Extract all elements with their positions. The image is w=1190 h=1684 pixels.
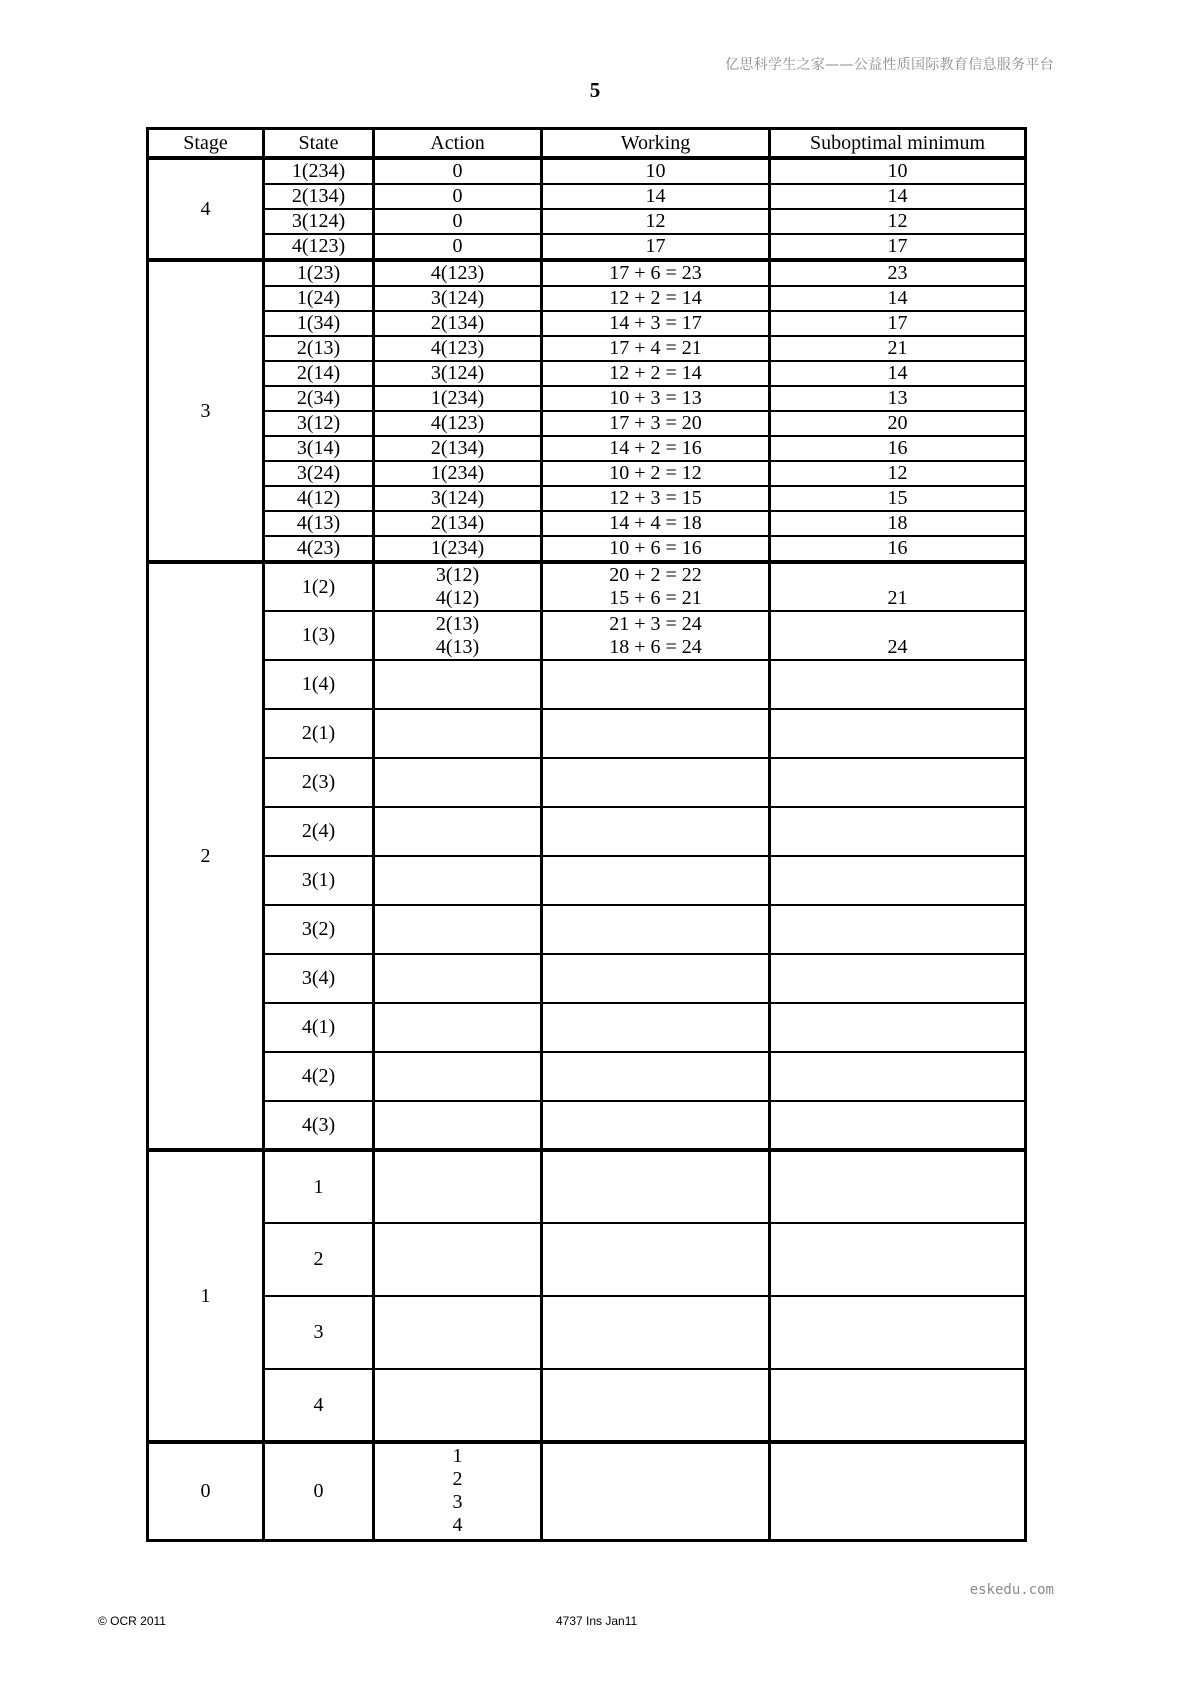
- action-cell: [374, 1442, 542, 1540]
- header-working: Working: [542, 129, 770, 159]
- stage-label: 3: [148, 260, 264, 562]
- working-cell: 12 + 2 = 14: [542, 361, 770, 386]
- minimum-cell: 17: [770, 234, 1026, 260]
- action-cell: 2(134): [374, 511, 542, 536]
- action-cell: 3(124): [374, 486, 542, 511]
- state-cell: 4(3): [264, 1101, 374, 1150]
- working-cell: 10 + 6 = 16: [542, 536, 770, 562]
- table-row: [148, 1101, 1026, 1150]
- minimum-cell[interactable]: [770, 1150, 1026, 1223]
- state-cell: 1(2): [264, 562, 374, 611]
- working-cell: 14 + 4 = 18: [542, 511, 770, 536]
- minimum-cell[interactable]: [770, 1101, 1026, 1150]
- table-row: [148, 807, 1026, 856]
- table-row: [148, 562, 1026, 611]
- action-cell: 2(134): [374, 436, 542, 461]
- stage-label: 2: [148, 562, 264, 1150]
- state-cell: 1(23): [264, 260, 374, 286]
- working-cell[interactable]: [542, 660, 770, 709]
- working-cell: 10 + 3 = 13: [542, 386, 770, 411]
- working-cell[interactable]: [542, 709, 770, 758]
- action-cell[interactable]: [374, 1369, 542, 1442]
- state-cell: 3(4): [264, 954, 374, 1003]
- working-cell[interactable]: [542, 1101, 770, 1150]
- action-line: 4(12): [435, 587, 480, 609]
- table-row: [148, 856, 1026, 905]
- minimum-cell[interactable]: [770, 807, 1026, 856]
- table-row: [148, 611, 1026, 660]
- table-row: [148, 260, 1026, 286]
- action-cell: [374, 562, 542, 611]
- action-cell: [374, 611, 542, 660]
- table-row: [148, 336, 1026, 361]
- action-cell: 0: [374, 184, 542, 209]
- stage-label: 0: [148, 1442, 264, 1540]
- table-row: [148, 660, 1026, 709]
- action-cell: 3(124): [374, 361, 542, 386]
- stage-label: 1: [148, 1150, 264, 1442]
- action-cell: 4(123): [374, 336, 542, 361]
- state-cell: 4(2): [264, 1052, 374, 1101]
- table-row: [148, 709, 1026, 758]
- action-cell[interactable]: [374, 1296, 542, 1369]
- minimum-cell[interactable]: [770, 954, 1026, 1003]
- action-cell: 0: [374, 158, 542, 184]
- footer-site: eskedu.com: [969, 1582, 1054, 1598]
- action-cell[interactable]: [374, 1052, 542, 1101]
- minimum-cell: 12: [770, 461, 1026, 486]
- minimum-cell: [770, 611, 1026, 660]
- footer-copyright: © OCR 2011: [98, 1614, 166, 1628]
- working-cell[interactable]: [542, 1296, 770, 1369]
- minimum-cell: 21: [770, 336, 1026, 361]
- action-cell[interactable]: [374, 709, 542, 758]
- working-cell[interactable]: [542, 1150, 770, 1223]
- header-state: State: [264, 129, 374, 159]
- table-row: [148, 1052, 1026, 1101]
- action-cell[interactable]: [374, 856, 542, 905]
- action-cell: 4(123): [374, 411, 542, 436]
- state-cell: 0: [264, 1442, 374, 1540]
- working-cell: 17 + 6 = 23: [542, 260, 770, 286]
- minimum-cell[interactable]: [770, 905, 1026, 954]
- table-row: [148, 461, 1026, 486]
- table-row: [148, 1150, 1026, 1223]
- minimum-cell[interactable]: [770, 856, 1026, 905]
- table-row: [148, 411, 1026, 436]
- working-cell: 12: [542, 209, 770, 234]
- minimum-cell: 23: [770, 260, 1026, 286]
- minimum-value: 21: [887, 587, 908, 609]
- working-cell[interactable]: [542, 856, 770, 905]
- state-cell: 3: [264, 1296, 374, 1369]
- minimum-cell: 16: [770, 536, 1026, 562]
- action-line: 4(13): [435, 635, 480, 658]
- table-row: [148, 209, 1026, 234]
- state-cell: 1: [264, 1150, 374, 1223]
- action-cell: 2(134): [374, 311, 542, 336]
- state-cell: 4(1): [264, 1003, 374, 1052]
- minimum-cell: 18: [770, 511, 1026, 536]
- table-row: [148, 386, 1026, 411]
- working-cell: 14 + 2 = 16: [542, 436, 770, 461]
- working-cell: 17: [542, 234, 770, 260]
- action-cell[interactable]: [374, 660, 542, 709]
- table-row: [148, 905, 1026, 954]
- state-cell: 3(1): [264, 856, 374, 905]
- state-cell: 2(1): [264, 709, 374, 758]
- minimum-cell[interactable]: [770, 660, 1026, 709]
- table-row: [148, 1296, 1026, 1369]
- state-cell: 2(13): [264, 336, 374, 361]
- state-cell: 1(3): [264, 611, 374, 660]
- state-cell: 4(12): [264, 486, 374, 511]
- table-header-row: [148, 129, 1026, 159]
- state-cell: 1(234): [264, 158, 374, 184]
- action-line: 4: [452, 1514, 463, 1537]
- action-cell[interactable]: [374, 1003, 542, 1052]
- minimum-cell[interactable]: [770, 1442, 1026, 1540]
- minimum-cell: 20: [770, 411, 1026, 436]
- minimum-cell: 14: [770, 361, 1026, 386]
- action-cell[interactable]: [374, 1101, 542, 1150]
- working-cell: 10 + 2 = 12: [542, 461, 770, 486]
- working-cell: 17 + 3 = 20: [542, 411, 770, 436]
- working-cell: 14 + 3 = 17: [542, 311, 770, 336]
- table-row: [148, 234, 1026, 260]
- table-row: [148, 758, 1026, 807]
- minimum-cell[interactable]: [770, 1369, 1026, 1442]
- header-suboptimal-minimum: Suboptimal minimum: [770, 129, 1026, 159]
- table-row: [148, 536, 1026, 562]
- working-cell: 12 + 2 = 14: [542, 286, 770, 311]
- state-cell: 4(23): [264, 536, 374, 562]
- table-row: [148, 1442, 1026, 1540]
- footer-paper-code: 4737 Ins Jan11: [556, 1614, 638, 1628]
- header-stage: Stage: [148, 129, 264, 159]
- working-cell[interactable]: [542, 1369, 770, 1442]
- table-row: [148, 954, 1026, 1003]
- working-cell[interactable]: [542, 1223, 770, 1296]
- dynamic-programming-table: [146, 127, 1027, 1542]
- state-cell: 2: [264, 1223, 374, 1296]
- state-cell: 1(34): [264, 311, 374, 336]
- action-cell[interactable]: [374, 758, 542, 807]
- working-cell[interactable]: [542, 1442, 770, 1540]
- minimum-cell: 17: [770, 311, 1026, 336]
- state-cell: 2(134): [264, 184, 374, 209]
- working-cell: [542, 562, 770, 611]
- minimum-cell: 14: [770, 184, 1026, 209]
- state-cell: 1(24): [264, 286, 374, 311]
- action-cell: 4(123): [374, 260, 542, 286]
- state-cell: 3(12): [264, 411, 374, 436]
- action-cell: 1(234): [374, 536, 542, 562]
- minimum-cell: 14: [770, 286, 1026, 311]
- table-row: [148, 184, 1026, 209]
- state-cell: 3(2): [264, 905, 374, 954]
- working-cell: 10: [542, 158, 770, 184]
- action-cell[interactable]: [374, 905, 542, 954]
- minimum-cell[interactable]: [770, 1296, 1026, 1369]
- action-line: 2(13): [435, 612, 480, 635]
- action-cell: 0: [374, 234, 542, 260]
- minimum-cell: 15: [770, 486, 1026, 511]
- table-row: [148, 486, 1026, 511]
- minimum-cell[interactable]: [770, 709, 1026, 758]
- working-line: 15 + 6 = 21: [609, 587, 702, 609]
- table-row: [148, 1369, 1026, 1442]
- minimum-cell: [770, 562, 1026, 611]
- working-cell: [542, 611, 770, 660]
- state-cell: 3(124): [264, 209, 374, 234]
- table-row: [148, 158, 1026, 184]
- action-line: 2: [452, 1468, 463, 1491]
- minimum-cell[interactable]: [770, 1003, 1026, 1052]
- action-line: 3: [452, 1491, 463, 1514]
- working-cell[interactable]: [542, 954, 770, 1003]
- table-row: [148, 286, 1026, 311]
- action-cell[interactable]: [374, 807, 542, 856]
- minimum-cell[interactable]: [770, 1223, 1026, 1296]
- state-cell: 4(123): [264, 234, 374, 260]
- state-cell: 3(14): [264, 436, 374, 461]
- working-cell[interactable]: [542, 905, 770, 954]
- action-cell: 3(124): [374, 286, 542, 311]
- state-cell: 2(3): [264, 758, 374, 807]
- action-cell: 1(234): [374, 461, 542, 486]
- minimum-cell: 12: [770, 209, 1026, 234]
- state-cell: 4: [264, 1369, 374, 1442]
- state-cell: 2(34): [264, 386, 374, 411]
- state-cell: 4(13): [264, 511, 374, 536]
- action-line: 1: [452, 1445, 463, 1468]
- table-row: [148, 361, 1026, 386]
- action-cell[interactable]: [374, 1223, 542, 1296]
- working-cell: 12 + 3 = 15: [542, 486, 770, 511]
- minimum-cell: 13: [770, 386, 1026, 411]
- minimum-cell: 16: [770, 436, 1026, 461]
- minimum-cell[interactable]: [770, 1052, 1026, 1101]
- working-cell[interactable]: [542, 1003, 770, 1052]
- working-cell: 14: [542, 184, 770, 209]
- action-line: 3(12): [435, 564, 480, 586]
- stage-label: 4: [148, 158, 264, 260]
- state-cell: 1(4): [264, 660, 374, 709]
- action-cell[interactable]: [374, 1150, 542, 1223]
- state-cell: 3(24): [264, 461, 374, 486]
- action-cell: 1(234): [374, 386, 542, 411]
- minimum-cell: 10: [770, 158, 1026, 184]
- state-cell: 2(14): [264, 361, 374, 386]
- header-action: Action: [374, 129, 542, 159]
- action-cell: 0: [374, 209, 542, 234]
- working-cell[interactable]: [542, 807, 770, 856]
- table-row: [148, 1223, 1026, 1296]
- working-cell[interactable]: [542, 758, 770, 807]
- working-cell[interactable]: [542, 1052, 770, 1101]
- state-cell: 2(4): [264, 807, 374, 856]
- minimum-cell[interactable]: [770, 758, 1026, 807]
- watermark-text: 亿思科学生之家——公益性质国际教育信息服务平台: [725, 57, 1054, 73]
- page-number: 5: [589, 78, 601, 102]
- action-cell[interactable]: [374, 954, 542, 1003]
- working-line: 18 + 6 = 24: [609, 635, 702, 658]
- working-cell: 17 + 4 = 21: [542, 336, 770, 361]
- table-row: [148, 511, 1026, 536]
- table-row: [148, 1003, 1026, 1052]
- table-row: [148, 436, 1026, 461]
- minimum-value: 24: [887, 636, 908, 658]
- working-line: 20 + 2 = 22: [609, 564, 702, 586]
- table-row: [148, 311, 1026, 336]
- working-line: 21 + 3 = 24: [609, 612, 702, 635]
